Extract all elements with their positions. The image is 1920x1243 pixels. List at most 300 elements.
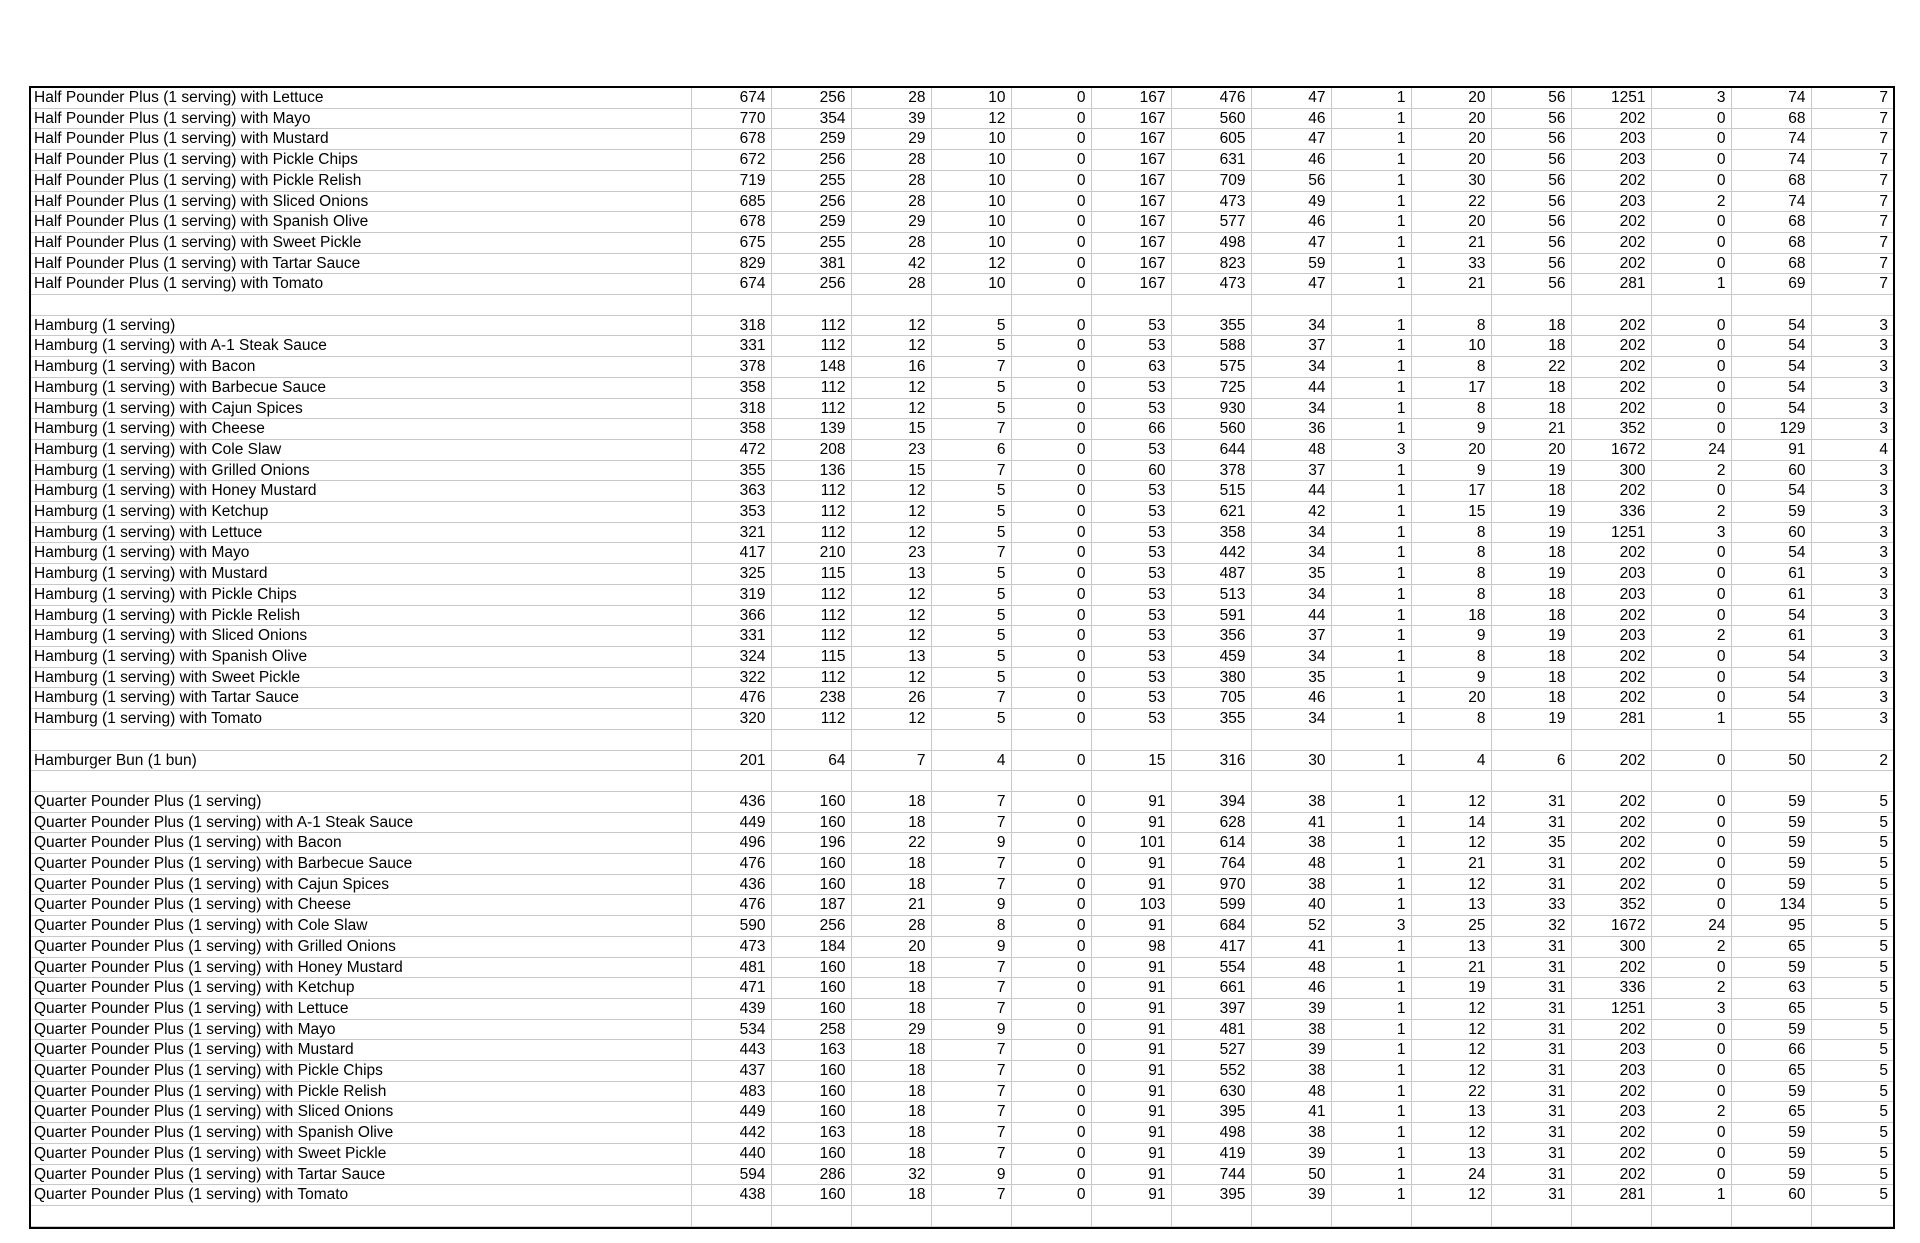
value-cell: 68 (1731, 232, 1811, 253)
value-cell: 54 (1731, 315, 1811, 336)
value-cell: 31 (1491, 1061, 1571, 1082)
value-cell: 13 (851, 646, 931, 667)
table-row (31, 398, 1893, 419)
value-cell: 0 (1011, 1102, 1091, 1123)
value-cell: 53 (1091, 626, 1171, 647)
value-cell: 63 (1731, 978, 1811, 999)
value-cell: 1 (1331, 936, 1411, 957)
value-cell: 9 (931, 1019, 1011, 1040)
value-cell: 5 (931, 522, 1011, 543)
value-cell: 32 (851, 1164, 931, 1185)
food-name-cell: Hamburg (1 serving) with Tomato (31, 709, 691, 730)
value-cell: 59 (1251, 253, 1331, 274)
value-cell: 5 (1811, 833, 1893, 854)
value-cell: 476 (691, 688, 771, 709)
value-cell: 203 (1571, 191, 1651, 212)
value-cell: 1251 (1571, 88, 1651, 108)
value-cell: 355 (1171, 315, 1251, 336)
value-cell: 29 (851, 1019, 931, 1040)
value-cell: 0 (1011, 460, 1091, 481)
value-cell: 0 (1651, 212, 1731, 233)
value-cell: 20 (1491, 439, 1571, 460)
value-cell: 1 (1331, 791, 1411, 812)
value-cell: 0 (1011, 957, 1091, 978)
table-cell (31, 1205, 691, 1226)
value-cell: 5 (1811, 874, 1893, 895)
value-cell: 34 (1251, 709, 1331, 730)
table-cell (771, 1205, 851, 1226)
value-cell: 53 (1091, 522, 1171, 543)
value-cell: 0 (1011, 336, 1091, 357)
value-cell: 19 (1491, 564, 1571, 585)
value-cell: 22 (1491, 357, 1571, 378)
value-cell: 300 (1571, 936, 1651, 957)
table-cell (1811, 729, 1893, 750)
value-cell: 238 (771, 688, 851, 709)
value-cell: 5 (1811, 1143, 1893, 1164)
value-cell: 0 (1651, 357, 1731, 378)
value-cell: 5 (931, 667, 1011, 688)
value-cell: 7 (1811, 170, 1893, 191)
food-name-cell: Hamburg (1 serving) (31, 315, 691, 336)
value-cell: 560 (1171, 419, 1251, 440)
table-cell (1651, 771, 1731, 792)
value-cell: 56 (1491, 150, 1571, 171)
value-cell: 1 (1331, 978, 1411, 999)
value-cell: 46 (1251, 688, 1331, 709)
value-cell: 202 (1571, 957, 1651, 978)
table-cell (1731, 729, 1811, 750)
food-name-cell: Half Pounder Plus (1 serving) with Spanish Olive (31, 212, 691, 233)
table-cell (1251, 771, 1331, 792)
value-cell: 91 (1091, 1185, 1171, 1206)
value-cell: 56 (1491, 170, 1571, 191)
value-cell: 42 (851, 253, 931, 274)
table-cell (771, 771, 851, 792)
table-cell (1091, 1205, 1171, 1226)
value-cell: 0 (1011, 1123, 1091, 1144)
value-cell: 1 (1331, 854, 1411, 875)
value-cell: 440 (691, 1143, 771, 1164)
table-row (31, 253, 1893, 274)
value-cell: 202 (1571, 170, 1651, 191)
value-cell: 7 (931, 791, 1011, 812)
value-cell: 0 (1651, 377, 1731, 398)
value-cell: 1 (1331, 605, 1411, 626)
value-cell: 56 (1491, 253, 1571, 274)
value-cell: 5 (1811, 936, 1893, 957)
value-cell: 38 (1251, 874, 1331, 895)
value-cell: 5 (931, 709, 1011, 730)
value-cell: 59 (1731, 854, 1811, 875)
value-cell: 28 (851, 916, 931, 937)
value-cell: 46 (1251, 150, 1331, 171)
value-cell: 21 (1411, 957, 1491, 978)
food-name-cell: Hamburg (1 serving) with Cheese (31, 419, 691, 440)
value-cell: 59 (1731, 874, 1811, 895)
value-cell: 19 (1491, 709, 1571, 730)
value-cell: 0 (1011, 1019, 1091, 1040)
table-cell (1571, 1205, 1651, 1226)
table-cell (851, 1205, 931, 1226)
value-cell: 0 (1651, 833, 1731, 854)
value-cell: 20 (1411, 88, 1491, 108)
value-cell: 13 (851, 564, 931, 585)
value-cell: 53 (1091, 667, 1171, 688)
value-cell: 12 (931, 108, 1011, 129)
value-cell: 3 (1811, 709, 1893, 730)
value-cell: 202 (1571, 543, 1651, 564)
value-cell: 10 (931, 274, 1011, 295)
value-cell: 0 (1011, 854, 1091, 875)
value-cell: 18 (1491, 667, 1571, 688)
table-row (31, 957, 1893, 978)
blank-row (31, 729, 1893, 750)
value-cell: 1 (1331, 377, 1411, 398)
value-cell: 31 (1491, 957, 1571, 978)
value-cell: 9 (1411, 419, 1491, 440)
value-cell: 22 (1411, 1081, 1491, 1102)
table-row (31, 750, 1893, 771)
value-cell: 12 (851, 522, 931, 543)
value-cell: 439 (691, 998, 771, 1019)
value-cell: 60 (1091, 460, 1171, 481)
value-cell: 354 (771, 108, 851, 129)
table-row (31, 709, 1893, 730)
value-cell: 47 (1251, 274, 1331, 295)
food-name-cell: Quarter Pounder Plus (1 serving) with Spanish Olive (31, 1123, 691, 1144)
table-cell (691, 771, 771, 792)
value-cell: 20 (1411, 688, 1491, 709)
value-cell: 0 (1011, 688, 1091, 709)
value-cell: 0 (1011, 1185, 1091, 1206)
value-cell: 74 (1731, 191, 1811, 212)
value-cell: 201 (691, 750, 771, 771)
value-cell: 112 (771, 502, 851, 523)
value-cell: 202 (1571, 646, 1651, 667)
food-name-cell: Half Pounder Plus (1 serving) with Tartar Sauce (31, 253, 691, 274)
value-cell: 8 (1411, 646, 1491, 667)
food-name-cell: Quarter Pounder Plus (1 serving) with Tomato (31, 1185, 691, 1206)
value-cell: 0 (1011, 646, 1091, 667)
value-cell: 37 (1251, 626, 1331, 647)
food-name-cell: Quarter Pounder Plus (1 serving) with Cole Slaw (31, 916, 691, 937)
table-row (31, 419, 1893, 440)
value-cell: 19 (1491, 522, 1571, 543)
value-cell: 59 (1731, 1019, 1811, 1040)
food-name-cell: Hamburg (1 serving) with Honey Mustard (31, 481, 691, 502)
value-cell: 167 (1091, 212, 1171, 233)
value-cell: 7 (851, 750, 931, 771)
value-cell: 3 (1811, 460, 1893, 481)
value-cell: 3 (1811, 605, 1893, 626)
value-cell: 12 (851, 398, 931, 419)
value-cell: 44 (1251, 481, 1331, 502)
table-row (31, 998, 1893, 1019)
value-cell: 12 (1411, 833, 1491, 854)
value-cell: 112 (771, 584, 851, 605)
value-cell: 487 (1171, 564, 1251, 585)
value-cell: 417 (691, 543, 771, 564)
value-cell: 321 (691, 522, 771, 543)
value-cell: 594 (691, 1164, 771, 1185)
value-cell: 31 (1491, 791, 1571, 812)
value-cell: 129 (1731, 419, 1811, 440)
value-cell: 1251 (1571, 998, 1651, 1019)
value-cell: 202 (1571, 1123, 1651, 1144)
value-cell: 1 (1331, 543, 1411, 564)
value-cell: 449 (691, 812, 771, 833)
value-cell: 34 (1251, 584, 1331, 605)
value-cell: 74 (1731, 150, 1811, 171)
nutrition-table (31, 88, 1893, 1227)
value-cell: 34 (1251, 543, 1331, 564)
value-cell: 8 (1411, 522, 1491, 543)
value-cell: 380 (1171, 667, 1251, 688)
value-cell: 325 (691, 564, 771, 585)
value-cell: 0 (1011, 874, 1091, 895)
value-cell: 31 (1491, 1164, 1571, 1185)
value-cell: 5 (931, 377, 1011, 398)
food-name-cell: Half Pounder Plus (1 serving) with Mayo (31, 108, 691, 129)
food-name-cell: Hamburg (1 serving) with Pickle Relish (31, 605, 691, 626)
value-cell: 4 (931, 750, 1011, 771)
value-cell: 1 (1651, 274, 1731, 295)
table-row (31, 812, 1893, 833)
value-cell: 39 (1251, 998, 1331, 1019)
value-cell: 56 (1491, 274, 1571, 295)
value-cell: 1 (1331, 957, 1411, 978)
value-cell: 20 (1411, 150, 1491, 171)
value-cell: 91 (1731, 439, 1811, 460)
value-cell: 1 (1331, 1102, 1411, 1123)
value-cell: 6 (931, 439, 1011, 460)
value-cell: 286 (771, 1164, 851, 1185)
value-cell: 91 (1091, 1102, 1171, 1123)
value-cell: 40 (1251, 895, 1331, 916)
value-cell: 590 (691, 916, 771, 937)
table-cell (851, 295, 931, 316)
table-row (31, 854, 1893, 875)
value-cell: 3 (1811, 336, 1893, 357)
value-cell: 202 (1571, 667, 1651, 688)
food-name-cell: Hamburg (1 serving) with Ketchup (31, 502, 691, 523)
value-cell: 5 (1811, 1164, 1893, 1185)
value-cell: 18 (851, 1123, 931, 1144)
value-cell: 3 (1811, 667, 1893, 688)
value-cell: 0 (1011, 605, 1091, 626)
value-cell: 64 (771, 750, 851, 771)
value-cell: 54 (1731, 543, 1811, 564)
value-cell: 91 (1091, 1081, 1171, 1102)
value-cell: 3 (1811, 584, 1893, 605)
value-cell: 7 (931, 1040, 1011, 1061)
value-cell: 4 (1811, 439, 1893, 460)
value-cell: 10 (931, 88, 1011, 108)
value-cell: 5 (1811, 1019, 1893, 1040)
value-cell: 8 (1411, 357, 1491, 378)
value-cell: 0 (1651, 108, 1731, 129)
value-cell: 13 (1411, 1102, 1491, 1123)
table-row (31, 584, 1893, 605)
value-cell: 1 (1331, 1185, 1411, 1206)
value-cell: 31 (1491, 854, 1571, 875)
value-cell: 21 (1491, 419, 1571, 440)
value-cell: 18 (851, 1102, 931, 1123)
food-name-cell: Half Pounder Plus (1 serving) with Lettuce (31, 88, 691, 108)
value-cell: 21 (1411, 232, 1491, 253)
value-cell: 12 (1411, 791, 1491, 812)
value-cell: 53 (1091, 605, 1171, 626)
value-cell: 31 (1491, 1123, 1571, 1144)
table-cell (1731, 1205, 1811, 1226)
value-cell: 23 (851, 543, 931, 564)
value-cell: 442 (1171, 543, 1251, 564)
value-cell: 8 (1411, 315, 1491, 336)
value-cell: 256 (771, 191, 851, 212)
value-cell: 1 (1331, 646, 1411, 667)
value-cell: 5 (931, 605, 1011, 626)
value-cell: 1 (1331, 874, 1411, 895)
value-cell: 38 (1251, 791, 1331, 812)
table-body (31, 88, 1893, 1226)
food-name-cell: Quarter Pounder Plus (1 serving) (31, 791, 691, 812)
value-cell: 160 (771, 1061, 851, 1082)
value-cell: 3 (1811, 543, 1893, 564)
value-cell: 38 (1251, 1019, 1331, 1040)
value-cell: 112 (771, 605, 851, 626)
food-name-cell: Quarter Pounder Plus (1 serving) with Mustard (31, 1040, 691, 1061)
value-cell: 7 (931, 543, 1011, 564)
table-row (31, 1102, 1893, 1123)
value-cell: 202 (1571, 253, 1651, 274)
value-cell: 1 (1331, 336, 1411, 357)
table-cell (1251, 729, 1331, 750)
value-cell: 31 (1491, 1019, 1571, 1040)
value-cell: 10 (931, 232, 1011, 253)
food-name-cell: Hamburg (1 serving) with Sliced Onions (31, 626, 691, 647)
value-cell: 34 (1251, 357, 1331, 378)
value-cell: 8 (931, 916, 1011, 937)
value-cell: 1 (1331, 1123, 1411, 1144)
value-cell: 2 (1651, 936, 1731, 957)
table-cell (1411, 295, 1491, 316)
food-name-cell: Half Pounder Plus (1 serving) with Pickle Relish (31, 170, 691, 191)
table-row (31, 543, 1893, 564)
value-cell: 167 (1091, 232, 1171, 253)
value-cell: 476 (1171, 88, 1251, 108)
value-cell: 588 (1171, 336, 1251, 357)
value-cell: 5 (1811, 895, 1893, 916)
table-cell (1011, 771, 1091, 792)
value-cell: 0 (1011, 584, 1091, 605)
food-name-cell: Quarter Pounder Plus (1 serving) with Cajun Spices (31, 874, 691, 895)
value-cell: 1 (1331, 1040, 1411, 1061)
food-name-cell: Hamburg (1 serving) with Bacon (31, 357, 691, 378)
table-row (31, 357, 1893, 378)
value-cell: 0 (1651, 398, 1731, 419)
value-cell: 56 (1491, 191, 1571, 212)
value-cell: 7 (1811, 129, 1893, 150)
value-cell: 9 (1411, 460, 1491, 481)
value-cell: 336 (1571, 502, 1651, 523)
table-cell (31, 295, 691, 316)
value-cell: 17 (1411, 377, 1491, 398)
value-cell: 34 (1251, 315, 1331, 336)
table-cell (1091, 771, 1171, 792)
value-cell: 53 (1091, 481, 1171, 502)
value-cell: 0 (1651, 1164, 1731, 1185)
value-cell: 0 (1651, 336, 1731, 357)
value-cell: 47 (1251, 88, 1331, 108)
value-cell: 0 (1011, 998, 1091, 1019)
value-cell: 0 (1011, 315, 1091, 336)
value-cell: 60 (1731, 1185, 1811, 1206)
value-cell: 0 (1011, 88, 1091, 108)
table-row (31, 336, 1893, 357)
value-cell: 12 (1411, 874, 1491, 895)
value-cell: 7 (931, 854, 1011, 875)
value-cell: 352 (1571, 419, 1651, 440)
table-cell (1411, 771, 1491, 792)
value-cell: 770 (691, 108, 771, 129)
value-cell: 0 (1011, 1040, 1091, 1061)
table-row (31, 1164, 1893, 1185)
table-cell (1411, 729, 1491, 750)
value-cell: 9 (1411, 667, 1491, 688)
value-cell: 18 (1491, 377, 1571, 398)
value-cell: 7 (931, 357, 1011, 378)
food-name-cell: Quarter Pounder Plus (1 serving) with Pickle Chips (31, 1061, 691, 1082)
value-cell: 1 (1331, 998, 1411, 1019)
value-cell: 3 (1811, 481, 1893, 502)
value-cell: 160 (771, 854, 851, 875)
food-name-cell: Half Pounder Plus (1 serving) with Tomato (31, 274, 691, 295)
value-cell: 0 (1651, 253, 1731, 274)
value-cell: 91 (1091, 1040, 1171, 1061)
value-cell: 7 (931, 460, 1011, 481)
value-cell: 167 (1091, 191, 1171, 212)
value-cell: 1 (1331, 191, 1411, 212)
value-cell: 630 (1171, 1081, 1251, 1102)
value-cell: 476 (691, 895, 771, 916)
value-cell: 5 (931, 481, 1011, 502)
value-cell: 35 (1491, 833, 1571, 854)
value-cell: 18 (1491, 584, 1571, 605)
value-cell: 98 (1091, 936, 1171, 957)
food-name-cell: Hamburger Bun (1 bun) (31, 750, 691, 771)
value-cell: 1 (1331, 357, 1411, 378)
value-cell: 8 (1411, 543, 1491, 564)
table-row (31, 191, 1893, 212)
value-cell: 1 (1651, 709, 1731, 730)
value-cell: 0 (1651, 1123, 1731, 1144)
value-cell: 449 (691, 1102, 771, 1123)
value-cell: 65 (1731, 936, 1811, 957)
value-cell: 1251 (1571, 522, 1651, 543)
food-name-cell: Hamburg (1 serving) with Mustard (31, 564, 691, 585)
value-cell: 0 (1011, 439, 1091, 460)
value-cell: 112 (771, 315, 851, 336)
value-cell: 1 (1331, 626, 1411, 647)
value-cell: 91 (1091, 1143, 1171, 1164)
table-cell (1171, 295, 1251, 316)
value-cell: 18 (851, 1081, 931, 1102)
value-cell: 20 (1411, 439, 1491, 460)
value-cell: 203 (1571, 1040, 1651, 1061)
table-cell (1411, 1205, 1491, 1226)
table-row (31, 936, 1893, 957)
